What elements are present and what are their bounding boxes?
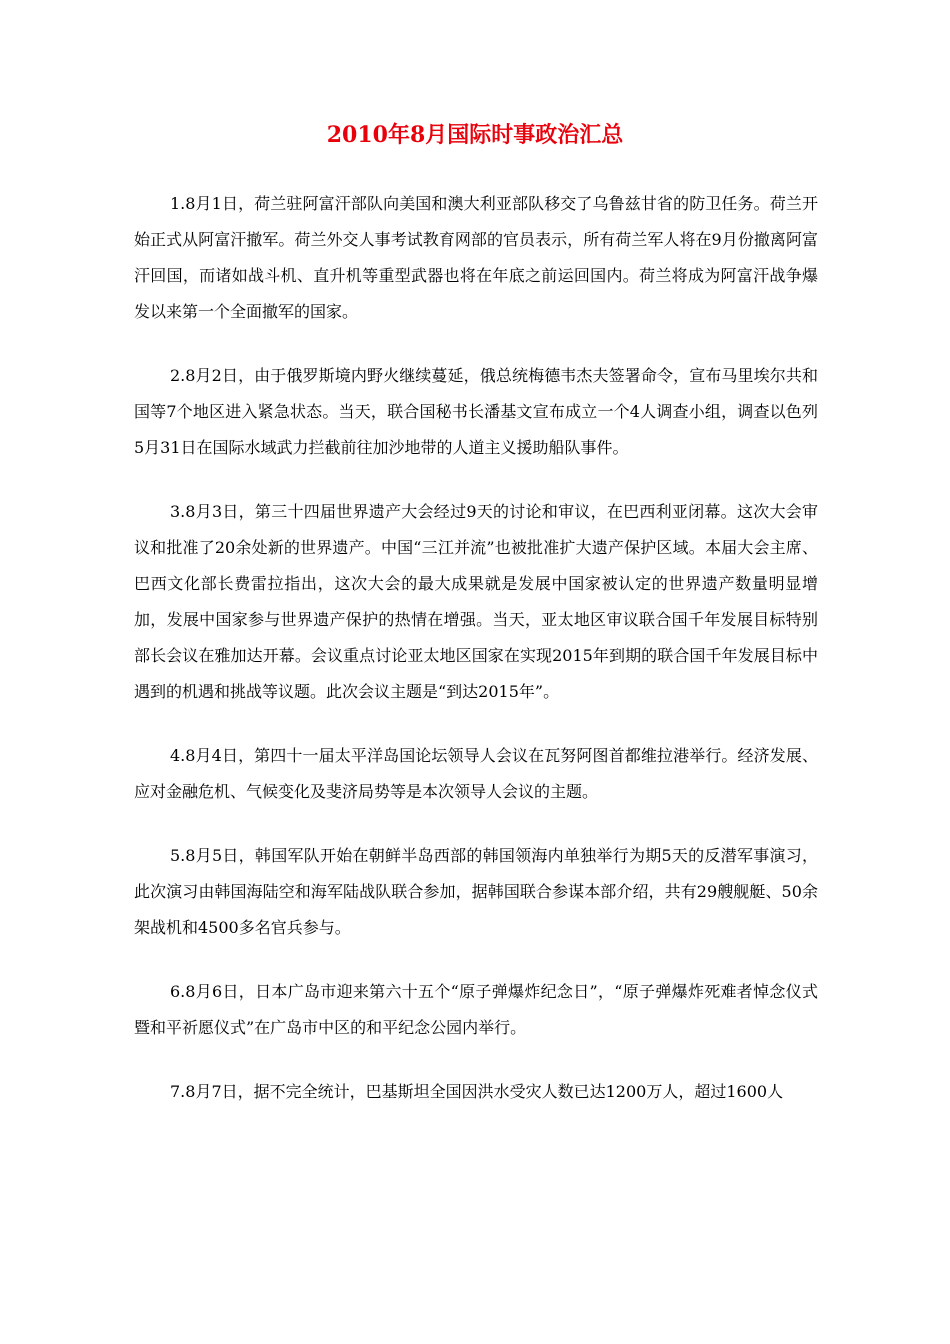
document-body [134,186,818,1138]
paragraph-6: 6.8月6日，日本广岛市迎来第六十五个“原子弹爆炸纪念日”，“原子弹爆炸死难者悼念仪式暨和平祈愿仪式”在广岛市中区的和平纪念公园内举行。 [134,982,818,1037]
paragraph-4: 4.8月4日，第四十一届太平洋岛国论坛领导人会议在瓦努阿图首都维拉港举行。经济发展、应对金融危机、气候变化及斐济局势等是本次领导人会议的主题。 [134,746,818,801]
paragraph-7: 7.8月7日，据不完全统计，巴基斯坦全国因洪水受灾人数已达1200万人，超过1600人 [170,1082,784,1101]
paragraph-5: 5.8月5日，韩国军队开始在朝鲜半岛西部的韩国领海内单独举行为期5天的反潜军事演习，此次演习由韩国海陆空和海军陆战队联合参加，据韩国联合参谋本部介绍，共有29艘舰艇、50余架战机和4500多名官兵参与。 [134,846,818,937]
paragraph-1: 1.8月1日，荷兰驻阿富汗部队向美国和澳大利亚部队移交了乌鲁兹甘省的防卫任务。荷兰开始正式从阿富汗撤军。荷兰外交人事考试教育网部的官员表示，所有荷兰军人将在9月份撤离阿富汗回国，而诸如战斗机、直升机等重型武器也将在年底之前运回国内。荷兰将成为阿富汗战争爆发以来第一个全面撤军的国家。 [134,194,818,321]
paragraph-2: 2.8月2日，由于俄罗斯境内野火继续蔓延，俄总统梅德韦杰夫签署命令，宣布马里埃尔共和国等7个地区进入紧急状态。当天，联合国秘书长潘基文宣布成立一个4人调查小组，调查以色列5月31日在国际水域武力拦截前往加沙地带的人道主义援助船队事件。 [134,366,818,457]
paragraph-3: 3.8月3日，第三十四届世界遗产大会经过9天的讨论和审议，在巴西利亚闭幕。这次大会审议和批准了20余处新的世界遗产。中国“三江并流”也被批准扩大遗产保护区域。本届大会主席、巴西文化部长费雷拉指出，这次大会的最大成果就是发展中国家被认定的世界遗产数量明显增加，发展中国家参与世界遗产保护的热情在增强。当天，亚太地区审议联合国千年发展目标特别部长会议在雅加达开幕。会议重点讨论亚太地区国家在实现2015年到期的联合国千年发展目标中遇到的机遇和挑战等议题。此次会议主题是“到达2015年”。 [134,502,818,701]
document-title: 2010年8月国际时事政治汇总 [326,122,624,148]
